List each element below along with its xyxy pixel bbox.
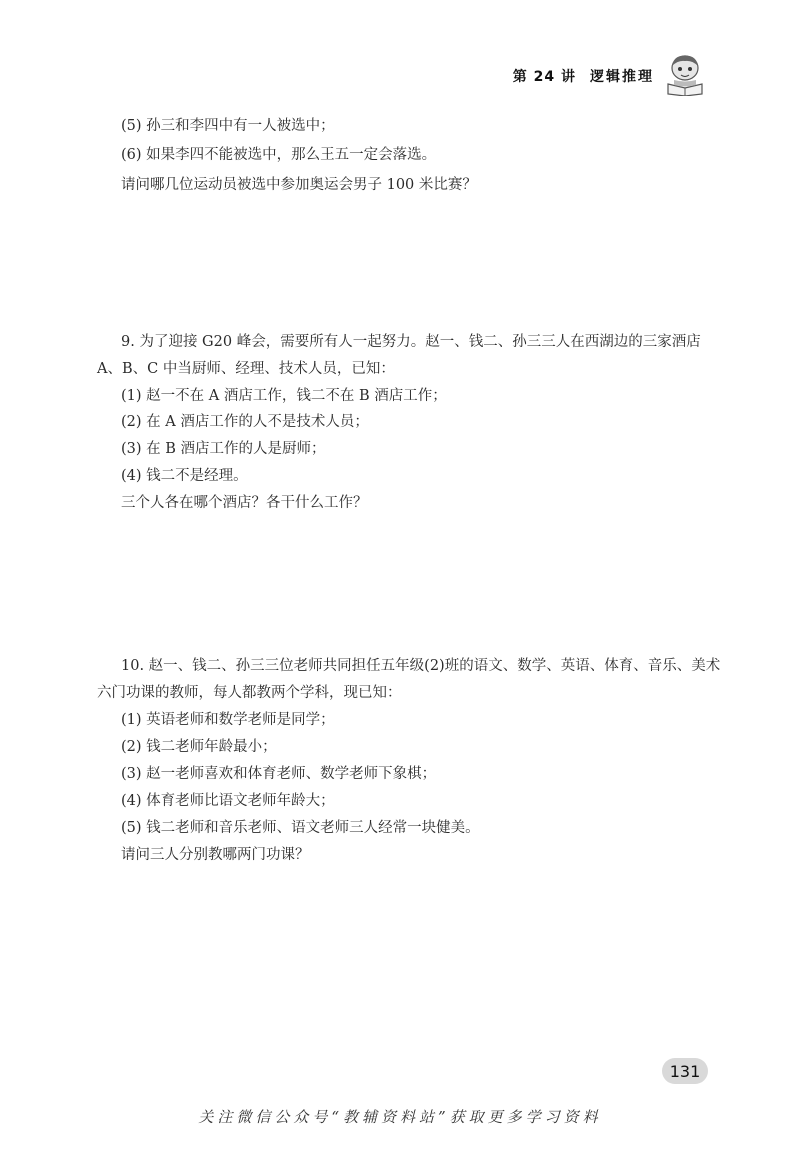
- text-line: (1) 英语老师和数学老师是同学；: [121, 712, 335, 728]
- text-line: (4) 钱二不是经理。: [121, 468, 248, 484]
- text-line: (5) 孙三和李四中有一人被选中；: [121, 118, 335, 134]
- text-line: (2) 钱二老师年龄最小；: [121, 739, 277, 755]
- header-topic: 逻辑推理: [590, 69, 654, 85]
- text-line: 三个人各在哪个酒店？各干什么工作？: [121, 495, 368, 511]
- text-line: 请问哪几位运动员被选中参加奥运会男子 100 米比赛？: [121, 177, 477, 193]
- text-line: (5) 钱二老师和音乐老师、语文老师三人经常一块健美。: [121, 820, 480, 836]
- page-header: [513, 66, 654, 86]
- footer-note: 关注微信公众号“教辅资料站”获取更多学习资料: [198, 1108, 602, 1126]
- text-line: (3) 在 B 酒店工作的人是厨师；: [121, 441, 326, 457]
- page-number: 131: [662, 1058, 708, 1084]
- text-line: (4) 体育老师比语文老师年龄大；: [121, 793, 335, 809]
- text-line: 六门功课的教师，每人都教两个学科，现已知：: [97, 685, 402, 701]
- text-line: (1) 赵一不在 A 酒店工作，钱二不在 B 酒店工作；: [121, 388, 447, 404]
- text-line: (3) 赵一老师喜欢和体育老师、数学老师下象棋；: [121, 766, 437, 782]
- text-line: (2) 在 A 酒店工作的人不是技术人员；: [121, 414, 369, 430]
- header-lesson: 第 24 讲: [512, 69, 576, 85]
- cartoon-girl-reading-icon: [662, 52, 708, 96]
- text-line: 请问三人分别教哪两门功课？: [121, 847, 310, 863]
- problem-10-text: 10. 赵一、钱二、孙三三位老师共同担任五年级(2)班的语文、数学、英语、体育、音乐、美术: [121, 658, 721, 674]
- problem-9-text: 9. 为了迎接 G20 峰会，需要所有人一起努力。赵一、钱二、孙三三人在西湖边的三家酒店: [121, 334, 701, 350]
- text-line: A、B、C 中当厨师、经理、技术人员，已知：: [97, 361, 395, 377]
- text-line: (6) 如果李四不能被选中，那么王五一定会落选。: [121, 147, 437, 163]
